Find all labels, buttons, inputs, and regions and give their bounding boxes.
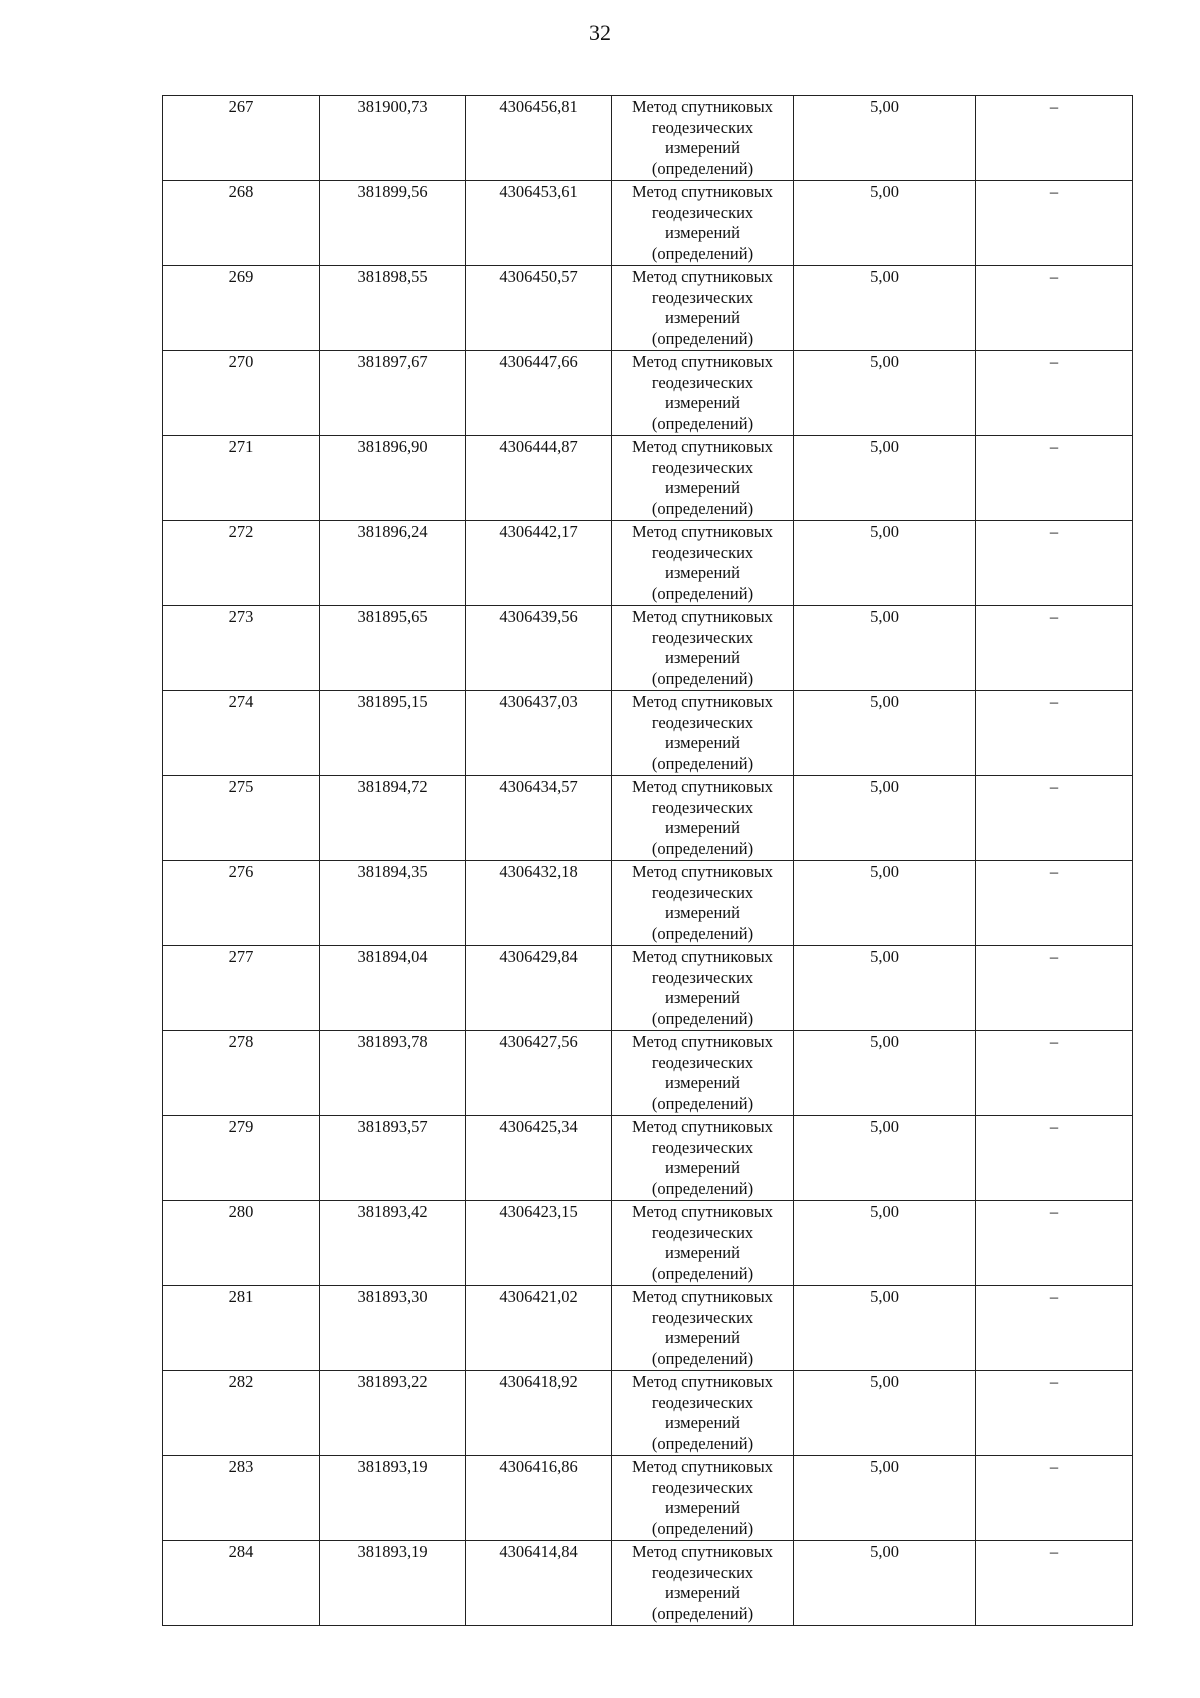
method-cell	[612, 861, 794, 946]
accuracy-cell: 5,00	[794, 946, 976, 1031]
point-number-cell: 269	[163, 266, 320, 351]
method-text: Метод спутниковых геодезических измерений (определений)	[632, 522, 773, 603]
method-cell	[612, 266, 794, 351]
table-row	[163, 1116, 1133, 1201]
accuracy-cell: 5,00	[794, 1286, 976, 1371]
method-cell	[612, 691, 794, 776]
method-cell	[612, 96, 794, 181]
table-row	[163, 96, 1133, 181]
page-number: 32	[589, 20, 611, 45]
y-coordinate-cell: 4306450,57	[466, 266, 612, 351]
y-coordinate-cell: 4306439,56	[466, 606, 612, 691]
note-cell: –	[976, 351, 1133, 436]
method-cell	[612, 776, 794, 861]
y-coordinate-cell: 4306434,57	[466, 776, 612, 861]
x-coordinate-cell: 381893,78	[320, 1031, 466, 1116]
accuracy-cell: 5,00	[794, 861, 976, 946]
accuracy-cell: 5,00	[794, 96, 976, 181]
x-coordinate-cell: 381893,42	[320, 1201, 466, 1286]
method-text: Метод спутниковых геодезических измерений (определений)	[632, 1117, 773, 1198]
y-coordinate-cell: 4306442,17	[466, 521, 612, 606]
accuracy-cell: 5,00	[794, 691, 976, 776]
note-cell: –	[976, 946, 1133, 1031]
table-row	[163, 946, 1133, 1031]
table-row	[163, 1201, 1133, 1286]
x-coordinate-cell: 381894,72	[320, 776, 466, 861]
method-cell	[612, 351, 794, 436]
method-text: Метод спутниковых геодезических измерений (определений)	[632, 947, 773, 1028]
accuracy-cell: 5,00	[794, 1371, 976, 1456]
table-row	[163, 606, 1133, 691]
accuracy-cell: 5,00	[794, 266, 976, 351]
accuracy-cell: 5,00	[794, 1116, 976, 1201]
y-coordinate-cell: 4306414,84	[466, 1541, 612, 1626]
method-text: Метод спутниковых геодезических измерений (определений)	[632, 777, 773, 858]
x-coordinate-cell: 381893,19	[320, 1456, 466, 1541]
point-number-cell: 281	[163, 1286, 320, 1371]
point-number-cell: 272	[163, 521, 320, 606]
point-number-cell: 274	[163, 691, 320, 776]
x-coordinate-cell: 381895,15	[320, 691, 466, 776]
point-number-cell: 278	[163, 1031, 320, 1116]
point-number-cell: 282	[163, 1371, 320, 1456]
point-number-cell: 283	[163, 1456, 320, 1541]
x-coordinate-cell: 381896,24	[320, 521, 466, 606]
method-text: Метод спутниковых геодезических измерений (определений)	[632, 862, 773, 943]
method-cell	[612, 181, 794, 266]
point-number-cell: 276	[163, 861, 320, 946]
point-number-cell: 273	[163, 606, 320, 691]
method-text: Метод спутниковых геодезических измерений (определений)	[632, 182, 773, 263]
point-number-cell: 275	[163, 776, 320, 861]
accuracy-cell: 5,00	[794, 776, 976, 861]
table-row	[163, 1456, 1133, 1541]
note-cell: –	[976, 691, 1133, 776]
method-text: Метод спутниковых геодезических измерений (определений)	[632, 1032, 773, 1113]
x-coordinate-cell: 381895,65	[320, 606, 466, 691]
method-cell	[612, 1456, 794, 1541]
x-coordinate-cell: 381894,35	[320, 861, 466, 946]
note-cell: –	[976, 1116, 1133, 1201]
method-text: Метод спутниковых геодезических измерений (определений)	[632, 1457, 773, 1538]
x-coordinate-cell: 381898,55	[320, 266, 466, 351]
note-cell: –	[976, 1286, 1133, 1371]
point-number-cell: 271	[163, 436, 320, 521]
method-cell	[612, 1031, 794, 1116]
method-text: Метод спутниковых геодезических измерений (определений)	[632, 607, 773, 688]
y-coordinate-cell: 4306437,03	[466, 691, 612, 776]
note-cell: –	[976, 521, 1133, 606]
method-text: Метод спутниковых геодезических измерений (определений)	[632, 437, 773, 518]
accuracy-cell: 5,00	[794, 606, 976, 691]
point-number-cell: 279	[163, 1116, 320, 1201]
table-row	[163, 1286, 1133, 1371]
accuracy-cell: 5,00	[794, 351, 976, 436]
accuracy-cell: 5,00	[794, 1031, 976, 1116]
method-cell	[612, 1286, 794, 1371]
method-text: Метод спутниковых геодезических измерений (определений)	[632, 352, 773, 433]
accuracy-cell: 5,00	[794, 181, 976, 266]
point-number-cell: 284	[163, 1541, 320, 1626]
y-coordinate-cell: 4306429,84	[466, 946, 612, 1031]
y-coordinate-cell: 4306444,87	[466, 436, 612, 521]
accuracy-cell: 5,00	[794, 436, 976, 521]
note-cell: –	[976, 96, 1133, 181]
x-coordinate-cell: 381899,56	[320, 181, 466, 266]
method-cell	[612, 1116, 794, 1201]
method-text: Метод спутниковых геодезических измерений (определений)	[632, 1372, 773, 1453]
point-number-cell: 277	[163, 946, 320, 1031]
method-text: Метод спутниковых геодезических измерений (определений)	[632, 692, 773, 773]
y-coordinate-cell: 4306427,56	[466, 1031, 612, 1116]
point-number-cell: 267	[163, 96, 320, 181]
method-text: Метод спутниковых геодезических измерений (определений)	[632, 97, 773, 178]
note-cell: –	[976, 776, 1133, 861]
x-coordinate-cell: 381893,57	[320, 1116, 466, 1201]
method-text: Метод спутниковых геодезических измерений (определений)	[632, 1202, 773, 1283]
method-cell	[612, 1371, 794, 1456]
table-row	[163, 521, 1133, 606]
method-cell	[612, 521, 794, 606]
y-coordinate-cell: 4306421,02	[466, 1286, 612, 1371]
method-cell	[612, 1541, 794, 1626]
y-coordinate-cell: 4306432,18	[466, 861, 612, 946]
table-row	[163, 861, 1133, 946]
table-body	[163, 96, 1133, 1626]
table-row	[163, 1371, 1133, 1456]
note-cell: –	[976, 1371, 1133, 1456]
y-coordinate-cell: 4306423,15	[466, 1201, 612, 1286]
x-coordinate-cell: 381900,73	[320, 96, 466, 181]
note-cell: –	[976, 1456, 1133, 1541]
note-cell: –	[976, 861, 1133, 946]
y-coordinate-cell: 4306453,61	[466, 181, 612, 266]
note-cell: –	[976, 181, 1133, 266]
y-coordinate-cell: 4306456,81	[466, 96, 612, 181]
method-text: Метод спутниковых геодезических измерений (определений)	[632, 267, 773, 348]
x-coordinate-cell: 381893,30	[320, 1286, 466, 1371]
accuracy-cell: 5,00	[794, 1456, 976, 1541]
note-cell: –	[976, 1541, 1133, 1626]
method-cell	[612, 946, 794, 1031]
method-text: Метод спутниковых геодезических измерений (определений)	[632, 1287, 773, 1368]
table-row	[163, 266, 1133, 351]
table-row	[163, 1541, 1133, 1626]
y-coordinate-cell: 4306416,86	[466, 1456, 612, 1541]
note-cell: –	[976, 1031, 1133, 1116]
note-cell: –	[976, 436, 1133, 521]
accuracy-cell: 5,00	[794, 1201, 976, 1286]
note-cell: –	[976, 1201, 1133, 1286]
table-row	[163, 1031, 1133, 1116]
y-coordinate-cell: 4306418,92	[466, 1371, 612, 1456]
method-cell	[612, 436, 794, 521]
x-coordinate-cell: 381893,22	[320, 1371, 466, 1456]
point-number-cell: 280	[163, 1201, 320, 1286]
method-cell	[612, 1201, 794, 1286]
point-number-cell: 268	[163, 181, 320, 266]
coordinates-table	[162, 95, 1133, 1626]
table-row	[163, 776, 1133, 861]
method-text: Метод спутниковых геодезических измерений (определений)	[632, 1542, 773, 1623]
accuracy-cell: 5,00	[794, 1541, 976, 1626]
x-coordinate-cell: 381893,19	[320, 1541, 466, 1626]
x-coordinate-cell: 381896,90	[320, 436, 466, 521]
note-cell: –	[976, 606, 1133, 691]
x-coordinate-cell: 381894,04	[320, 946, 466, 1031]
note-cell: –	[976, 266, 1133, 351]
table-row	[163, 351, 1133, 436]
accuracy-cell: 5,00	[794, 521, 976, 606]
table-row	[163, 691, 1133, 776]
table-row	[163, 181, 1133, 266]
table-row	[163, 436, 1133, 521]
y-coordinate-cell: 4306425,34	[466, 1116, 612, 1201]
x-coordinate-cell: 381897,67	[320, 351, 466, 436]
point-number-cell: 270	[163, 351, 320, 436]
method-cell	[612, 606, 794, 691]
y-coordinate-cell: 4306447,66	[466, 351, 612, 436]
